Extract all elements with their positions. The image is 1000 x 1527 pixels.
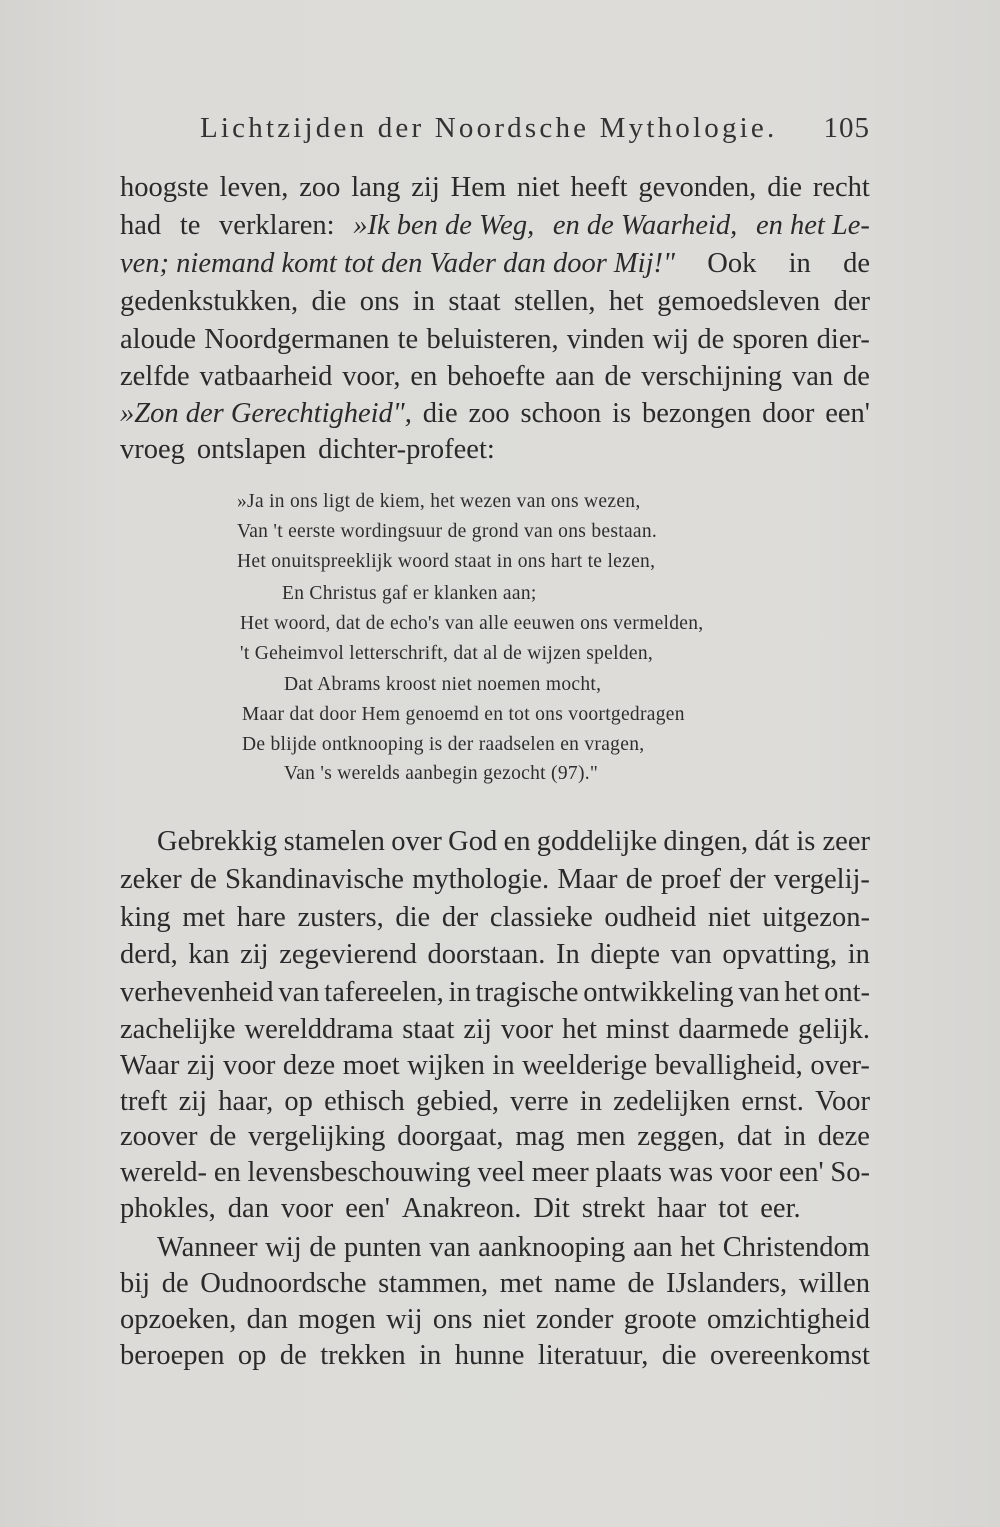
word: haar,	[218, 1086, 274, 1117]
word: derd,	[120, 939, 178, 970]
word: stammen,	[378, 1268, 489, 1299]
word: trekken	[320, 1340, 406, 1371]
word: door	[762, 398, 815, 429]
word: die	[661, 1340, 697, 1371]
word: So-	[830, 1157, 870, 1188]
word: de	[843, 361, 870, 392]
verse-line	[242, 701, 685, 729]
word: vinden	[566, 324, 645, 355]
page-header	[200, 112, 870, 152]
running-title: Lichtzijden der Noordsche Mythologie.	[200, 112, 778, 144]
word: daarmede	[678, 1014, 789, 1045]
verse-text: Van 's werelds aanbegin gezocht (97)."	[284, 763, 599, 784]
word: Waar	[120, 1050, 180, 1081]
word: mogen	[298, 1304, 376, 1335]
word: heeft	[570, 172, 628, 203]
text-line	[120, 1155, 870, 1191]
word: zusters,	[297, 902, 384, 933]
word: groote	[623, 1304, 697, 1335]
verse-line	[242, 731, 644, 759]
word: vergelijking	[248, 1121, 386, 1152]
word: op	[284, 1086, 313, 1117]
word: name	[554, 1268, 616, 1299]
text-line	[120, 1302, 870, 1338]
word: wij	[386, 1304, 423, 1335]
word: Voor	[815, 1086, 870, 1117]
italic-quote: en de Waarheid,	[552, 210, 738, 241]
verse-text: Het onuitspreeklijk woord staat in ons hart te lezen,	[237, 551, 656, 572]
word: vroeg	[120, 434, 185, 465]
word: Wanneer	[157, 1232, 258, 1263]
text-line	[120, 322, 870, 358]
word: de	[625, 864, 653, 895]
word: sporen	[732, 324, 809, 355]
word: Hem	[450, 172, 507, 203]
text-line	[157, 1230, 870, 1266]
text-line	[120, 208, 870, 244]
word: gebied,	[415, 1086, 500, 1117]
word: de	[697, 324, 725, 355]
word: gemoedsleven	[657, 286, 821, 317]
word: in	[419, 1340, 442, 1371]
verse-line	[284, 671, 601, 699]
word: over	[391, 826, 442, 857]
word: haar	[657, 1193, 707, 1224]
word: plaats	[595, 1157, 662, 1188]
word: Ook	[707, 248, 757, 279]
word: over-	[810, 1050, 870, 1081]
verse-text: Het woord, dat de echo's van alle eeuwen ons vermelden,	[240, 613, 704, 634]
verse-text: Maar dat door Hem genoemd en tot ons voortgedragen	[242, 704, 685, 725]
word: staat	[402, 1014, 455, 1045]
word: ons	[359, 286, 400, 317]
verse-text: 't Geheimvol letterschrift, dat al de wijzen spelden,	[240, 643, 654, 664]
word: zoo	[299, 172, 341, 203]
word: levensbeschouwing	[247, 1157, 471, 1188]
word: hare	[236, 902, 286, 933]
word: classieke	[489, 902, 593, 933]
text-line	[120, 937, 870, 973]
word: met	[499, 1268, 543, 1299]
word: treft	[120, 1086, 168, 1117]
word: het	[680, 1232, 716, 1263]
word: uitgezon-	[762, 902, 870, 933]
verse-line	[284, 760, 598, 788]
word: deze	[282, 1050, 336, 1081]
word: doorgaat,	[397, 1121, 504, 1152]
italic-quote: »Zon der Gerechtigheid",	[120, 398, 412, 429]
word: de	[627, 1268, 655, 1299]
text-line	[120, 900, 870, 936]
word: zeker	[120, 864, 182, 895]
verse-text: En Christus gaf er klanken aan;	[282, 583, 537, 604]
word: de	[309, 1232, 337, 1263]
word: op	[237, 1340, 267, 1371]
word: punten	[343, 1232, 422, 1263]
text-line	[120, 1012, 870, 1048]
word: met	[182, 902, 226, 933]
word: dát is zeer	[754, 826, 870, 857]
word: zonder	[535, 1304, 614, 1335]
word: vergelij-	[773, 864, 870, 895]
word: mythologie.	[412, 864, 550, 895]
verse-text: »Ja in ons ligt de kiem, het wezen van ons wezen,	[237, 491, 641, 512]
word: in	[412, 286, 435, 317]
text-line	[120, 1119, 870, 1155]
word: van	[738, 977, 780, 1008]
word: ontwikkeling	[583, 977, 734, 1008]
word: aloude	[120, 324, 196, 355]
word: verhevenheid	[120, 977, 274, 1008]
text-line	[120, 359, 870, 395]
word: in	[492, 1050, 515, 1081]
word: behoefte	[447, 361, 546, 392]
word: te	[179, 210, 201, 241]
word: een'	[778, 1157, 824, 1188]
word: recht	[812, 172, 870, 203]
word: en	[503, 826, 531, 857]
word: schoon	[520, 398, 602, 429]
word: werelddrama	[244, 1014, 394, 1045]
word: stamelen	[283, 826, 385, 857]
word: proef	[660, 864, 722, 895]
word: king	[120, 902, 171, 933]
verse-line	[282, 580, 537, 608]
word: de	[209, 1121, 237, 1152]
word: lang	[351, 172, 401, 203]
text-line	[120, 284, 870, 320]
word: doorstaan.	[427, 939, 546, 970]
word: phokles,	[120, 1193, 216, 1224]
word: goddelijke	[536, 826, 658, 857]
text-line	[120, 862, 870, 898]
verse-text: Van 't eerste wordingsuur de grond van ons bestaan.	[237, 521, 658, 542]
word: dan	[227, 1193, 269, 1224]
word: van	[792, 361, 834, 392]
word: de	[279, 1340, 307, 1371]
word: zedelijken	[613, 1086, 731, 1117]
word: voor	[719, 1157, 773, 1188]
word: meer	[531, 1157, 589, 1188]
word: in	[788, 248, 811, 279]
word: In	[556, 939, 580, 970]
word: ons	[432, 1304, 473, 1335]
word: oudheid	[604, 902, 697, 933]
word: men	[576, 1121, 626, 1152]
word: aan	[555, 361, 595, 392]
word: gelijk.	[797, 1014, 870, 1045]
word: verklaren:	[219, 210, 335, 241]
word: vatbaarheid	[199, 361, 333, 392]
word: God	[448, 826, 498, 857]
text-line	[120, 1338, 870, 1374]
word: ethisch	[324, 1086, 405, 1117]
word: zij	[463, 1014, 492, 1045]
word: minst	[605, 1014, 670, 1045]
word: van	[429, 1232, 471, 1263]
word: hoogste	[120, 172, 209, 203]
word: der	[729, 864, 766, 895]
word: voor	[223, 1050, 276, 1081]
word: zoover	[120, 1121, 198, 1152]
text-line	[120, 432, 870, 468]
word: wereld-	[120, 1157, 208, 1188]
word: dat	[736, 1121, 772, 1152]
word: de	[189, 864, 217, 895]
word: kan	[188, 939, 230, 970]
word: tragische	[475, 977, 579, 1008]
word: dan	[246, 1304, 288, 1335]
word: der	[833, 286, 870, 317]
word: stellen,	[513, 286, 596, 317]
word: het	[784, 977, 820, 1008]
text-line	[120, 246, 870, 282]
word: willen	[798, 1268, 870, 1299]
word: deze	[817, 1121, 870, 1152]
word: zij	[187, 1050, 216, 1081]
word: het	[608, 286, 644, 317]
word: diepte	[590, 939, 660, 970]
word: opzoeken,	[120, 1304, 237, 1335]
word: die	[311, 286, 347, 317]
word: ontslapen	[196, 434, 307, 465]
word: die	[422, 398, 458, 429]
word: IJslanders,	[666, 1268, 788, 1299]
text-line	[120, 975, 870, 1011]
verse-text: Dat Abrams kroost niet noemen mocht,	[284, 674, 602, 695]
word: Maar	[557, 864, 618, 895]
word: Anakreon.	[401, 1193, 522, 1224]
word: voor	[500, 1014, 554, 1045]
word: aanknooping	[478, 1232, 626, 1263]
word: ernst.	[741, 1086, 804, 1117]
word: aan	[632, 1232, 673, 1263]
text-line	[120, 1191, 870, 1227]
word: strekt	[581, 1193, 646, 1224]
word: omzichtigheid	[706, 1304, 870, 1335]
verse-line	[237, 518, 657, 546]
word: niet	[707, 902, 751, 933]
text-line	[120, 1266, 870, 1302]
word: moet	[342, 1050, 400, 1081]
word: niet	[516, 172, 560, 203]
word: zij	[240, 939, 269, 970]
word: ont-	[824, 977, 870, 1008]
verse-line	[237, 488, 641, 516]
verse-text: De blijde ontknooping is der raadselen en vragen,	[242, 734, 645, 755]
word: staat	[448, 286, 501, 317]
word: overeenkomst	[710, 1340, 870, 1371]
word: had	[120, 210, 162, 241]
word: literatuur,	[537, 1340, 649, 1371]
word: wij	[652, 324, 690, 355]
word: een'	[345, 1193, 390, 1224]
word: die	[767, 172, 803, 203]
word: voor	[280, 1193, 334, 1224]
word: wijken	[407, 1050, 485, 1081]
word: van	[278, 977, 320, 1008]
word: en	[213, 1157, 241, 1188]
word: van	[670, 939, 712, 970]
word: verre	[510, 1086, 569, 1117]
word: wij	[265, 1232, 302, 1263]
word: de	[161, 1268, 189, 1299]
text-line	[120, 1084, 870, 1120]
word: zachelijke	[120, 1014, 236, 1045]
word: in	[448, 977, 471, 1008]
word: tot	[718, 1193, 749, 1224]
word: Dit	[533, 1193, 570, 1224]
verse-line	[240, 610, 703, 638]
verse-line	[237, 548, 655, 576]
word: die	[395, 902, 431, 933]
word: beroepen	[120, 1340, 225, 1371]
word: dichter-profeet:	[318, 434, 495, 465]
word: voor,	[342, 361, 401, 392]
word: dingen,	[663, 826, 749, 857]
word: bezongen	[642, 398, 752, 429]
word: Oudnoordsche	[200, 1268, 367, 1299]
word: leven,	[219, 172, 289, 203]
word: het	[562, 1014, 597, 1045]
word: zelfde	[120, 361, 190, 392]
word: eer.	[760, 1193, 801, 1224]
word: der	[441, 902, 479, 933]
word: de	[843, 248, 870, 279]
word: mag	[515, 1121, 565, 1152]
italic-quote: en het Le-	[755, 210, 870, 241]
word: zij	[411, 172, 440, 203]
word: zij	[178, 1086, 208, 1117]
word: is	[612, 398, 632, 429]
word: Skandinavische	[225, 864, 404, 895]
word: dier-	[816, 324, 870, 355]
word: verschijning	[641, 361, 783, 392]
word: gevonden,	[638, 172, 757, 203]
page-number: 105	[823, 112, 870, 144]
word: zegevierend	[279, 939, 417, 970]
word: zeggen,	[637, 1121, 726, 1152]
word: bevalligheid,	[654, 1050, 803, 1081]
text-line	[120, 1048, 870, 1084]
word: Gebrekkig	[157, 826, 278, 857]
italic-quote: ven; niemand komt tot den Vader dan door Mij!"	[120, 248, 675, 279]
word: een'	[825, 398, 870, 429]
word: Noordgermanen	[204, 324, 390, 355]
word: opvatting,	[722, 939, 838, 970]
word: tafereelen,	[324, 977, 444, 1008]
text-line	[157, 824, 870, 860]
word: veel	[477, 1157, 525, 1188]
word: te	[397, 324, 419, 355]
word: was	[668, 1157, 714, 1188]
word: weelderige	[522, 1050, 648, 1081]
word: de	[604, 361, 632, 392]
word: in	[579, 1086, 603, 1117]
word: en	[410, 361, 438, 392]
text-line	[120, 170, 870, 206]
word: in	[847, 939, 870, 970]
word: bij	[120, 1268, 151, 1299]
word: zoo	[468, 398, 510, 429]
text-line	[120, 396, 870, 432]
word: beluisteren,	[426, 324, 559, 355]
word: in	[783, 1121, 806, 1152]
word: gedenkstukken,	[120, 286, 299, 317]
verse-line	[240, 640, 653, 668]
word: niet	[482, 1304, 526, 1335]
italic-quote: »Ik ben de Weg,	[353, 210, 535, 241]
word: hunne	[454, 1340, 525, 1371]
word: Christendom	[722, 1232, 870, 1263]
